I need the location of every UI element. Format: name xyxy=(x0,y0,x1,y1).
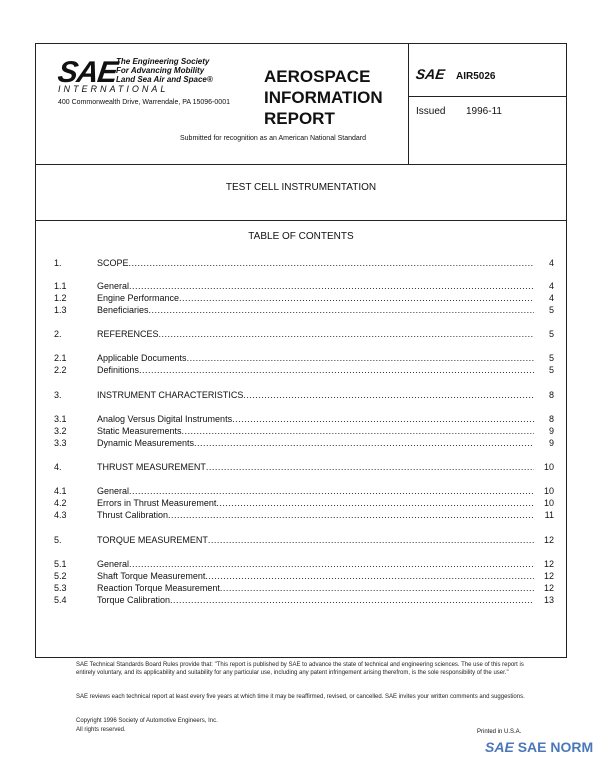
toc-entry-page: 10 xyxy=(543,462,554,472)
toc-heading: TABLE OF CONTENTS xyxy=(248,231,354,242)
toc-entry-number: 1. xyxy=(54,258,62,268)
toc-entry-title: Analog Versus Digital Instruments ..... xyxy=(97,413,534,425)
toc-entry-title: Torque Calibration ..... xyxy=(97,594,534,606)
toc-entry-number: 5. xyxy=(54,535,62,545)
report-title-line: INFORMATION xyxy=(264,88,383,107)
toc-entry-number: 5.4 xyxy=(54,595,67,605)
toc-entry-title: Engine Performance ..... xyxy=(97,292,534,304)
toc-entry-title: General ..... xyxy=(97,280,534,292)
toc-entry-number: 5.3 xyxy=(54,583,67,593)
toc-entry xyxy=(54,389,554,401)
toc-entry-page: 5 xyxy=(548,353,554,363)
toc-entry-title: REFERENCES ..... xyxy=(97,328,534,340)
toc-entry-title: Static Measurements ..... xyxy=(97,425,534,437)
toc-entry-number: 2.2 xyxy=(54,365,67,375)
toc-entry-number: 1.3 xyxy=(54,305,67,315)
title-divider xyxy=(36,220,566,221)
report-title-line: REPORT xyxy=(264,109,335,128)
tagline-line: Land Sea Air and Space® xyxy=(116,75,213,84)
toc-entry xyxy=(54,304,554,316)
toc-entry-page: 10 xyxy=(543,486,554,496)
issued-label: Issued xyxy=(416,106,446,117)
sae-small-logo: SAE xyxy=(414,66,446,82)
toc-entry-title: Errors in Thrust Measurement ..... xyxy=(97,497,534,509)
toc-entry-title: Reaction Torque Measurement ..... xyxy=(97,582,534,594)
copyright: Copyright 1996 Society of Automotive Engineers, Inc. xyxy=(76,718,218,724)
toc-entry-title: SCOPE ..... xyxy=(97,257,534,269)
sae-norm-logo xyxy=(485,739,593,755)
toc-entry-number: 1.2 xyxy=(54,293,67,303)
toc-entry-number: 2.1 xyxy=(54,353,67,363)
toc-entry xyxy=(54,280,554,292)
toc-entry xyxy=(54,425,554,437)
toc-entry-title: THRUST MEASUREMENT ..... xyxy=(97,461,534,473)
toc-entry-title: INSTRUMENT CHARACTERISTICS ..... xyxy=(97,389,534,401)
toc-entry-title: General ..... xyxy=(97,485,534,497)
toc-entry xyxy=(54,437,554,449)
footer-rules-note: SAE Technical Standards Board Rules provide that: "This report is published by SAE to advance the state of technical and engineering sciences. The use of this report is entirely voluntary, and its applicability and suitability for any particular use, including any patent infringement arising therefrom, is the sole responsibility of the user." xyxy=(76,662,524,676)
toc-entry-number: 3.1 xyxy=(54,414,67,424)
toc-entry-title: General ..... xyxy=(97,558,534,570)
tagline-line: For Advancing Mobility xyxy=(116,66,205,75)
toc-entry xyxy=(54,594,554,606)
toc-entry-page: 11 xyxy=(544,510,554,520)
sae-norm-mark: SAE xyxy=(485,739,514,755)
toc-entry xyxy=(54,497,554,509)
toc-entry-number: 4. xyxy=(54,462,62,472)
printed-in: Printed in U.S.A. xyxy=(477,729,522,735)
toc-entry-page: 9 xyxy=(548,426,554,436)
toc-entry-number: 5.2 xyxy=(54,571,67,581)
footer-review-note: SAE reviews each technical report at least every five years at which time it may be reaffirmed, revised, or cancelled. SAE invites your written comments and suggestions. xyxy=(76,694,525,700)
toc-entry-title: Shaft Torque Measurement ..... xyxy=(97,570,534,582)
sae-logo-tagline xyxy=(116,57,226,84)
toc-entry xyxy=(54,461,554,473)
toc-entry-page: 12 xyxy=(543,559,554,569)
sae-norm-text: SAE NORM xyxy=(517,739,594,755)
toc-entry-number: 4.2 xyxy=(54,498,67,508)
toc-entry-number: 4.3 xyxy=(54,510,67,520)
toc-entry-page: 8 xyxy=(548,414,554,424)
ansi-submission-note: Submitted for recognition as an American National Standard xyxy=(180,135,366,142)
toc-entry-number: 4.1 xyxy=(54,486,67,496)
toc-entry xyxy=(54,364,554,376)
toc-entry-page: 4 xyxy=(548,293,554,303)
tagline-line: The Engineering Society xyxy=(116,57,210,66)
toc-entry-title: TORQUE MEASUREMENT ..... xyxy=(97,534,534,546)
toc-entry-number: 3.3 xyxy=(54,438,67,448)
toc-entry xyxy=(54,413,554,425)
toc-entry xyxy=(54,328,554,340)
toc-entry-title: Applicable Documents ..... xyxy=(97,352,534,364)
toc-entry-page: 5 xyxy=(548,365,554,375)
toc-entry-page: 12 xyxy=(543,571,554,581)
toc-entry-page: 10 xyxy=(543,498,554,508)
sae-logo-international: INTERNATIONAL xyxy=(58,84,169,94)
toc-entry xyxy=(54,570,554,582)
toc-entry-title: Thrust Calibration ..... xyxy=(97,509,534,521)
toc-entry-page: 12 xyxy=(543,535,554,545)
toc-entry-number: 2. xyxy=(54,329,62,339)
toc-entry xyxy=(54,292,554,304)
toc-entry-number: 5.1 xyxy=(54,559,67,569)
header-right-divider xyxy=(408,96,566,97)
toc-entry-number: 3. xyxy=(54,390,62,400)
report-title-line: AEROSPACE xyxy=(264,67,371,86)
address: 400 Commonwealth Drive, Warrendale, PA 15096-0001 xyxy=(58,99,230,106)
toc-entry-page: 4 xyxy=(548,281,554,291)
document-title: TEST CELL INSTRUMENTATION xyxy=(225,182,377,193)
document-frame xyxy=(35,43,567,658)
header-block xyxy=(36,44,566,165)
toc-entry-title: Beneficiaries ..... xyxy=(97,304,534,316)
issued-date: 1996-11 xyxy=(466,106,502,117)
toc-entry-page: 8 xyxy=(548,390,554,400)
header-divider xyxy=(408,44,409,164)
report-type-title xyxy=(264,66,404,129)
document-number: AIR5026 xyxy=(456,71,496,82)
toc-entry-page: 9 xyxy=(548,438,554,448)
toc-entry-page: 5 xyxy=(548,305,554,315)
toc-entry xyxy=(54,558,554,570)
toc-entry xyxy=(54,352,554,364)
toc-entry xyxy=(54,582,554,594)
toc-entry-page: 5 xyxy=(548,329,554,339)
sae-logo-mark: SAE xyxy=(55,56,120,89)
toc-entry-title: Dynamic Measurements ..... xyxy=(97,437,534,449)
toc-entry-number: 3.2 xyxy=(54,426,67,436)
toc-entry-number: 1.1 xyxy=(54,281,67,291)
toc-entry xyxy=(54,534,554,546)
toc-entry-page: 12 xyxy=(543,583,554,593)
toc-entry-page: 13 xyxy=(543,595,554,605)
toc-entry xyxy=(54,509,554,521)
toc-entry xyxy=(54,257,554,269)
toc-entry-page: 4 xyxy=(548,258,554,268)
toc-entry-title: Definitions ..... xyxy=(97,364,534,376)
toc-entry xyxy=(54,485,554,497)
rights-reserved: All rights reserved. xyxy=(76,727,126,733)
